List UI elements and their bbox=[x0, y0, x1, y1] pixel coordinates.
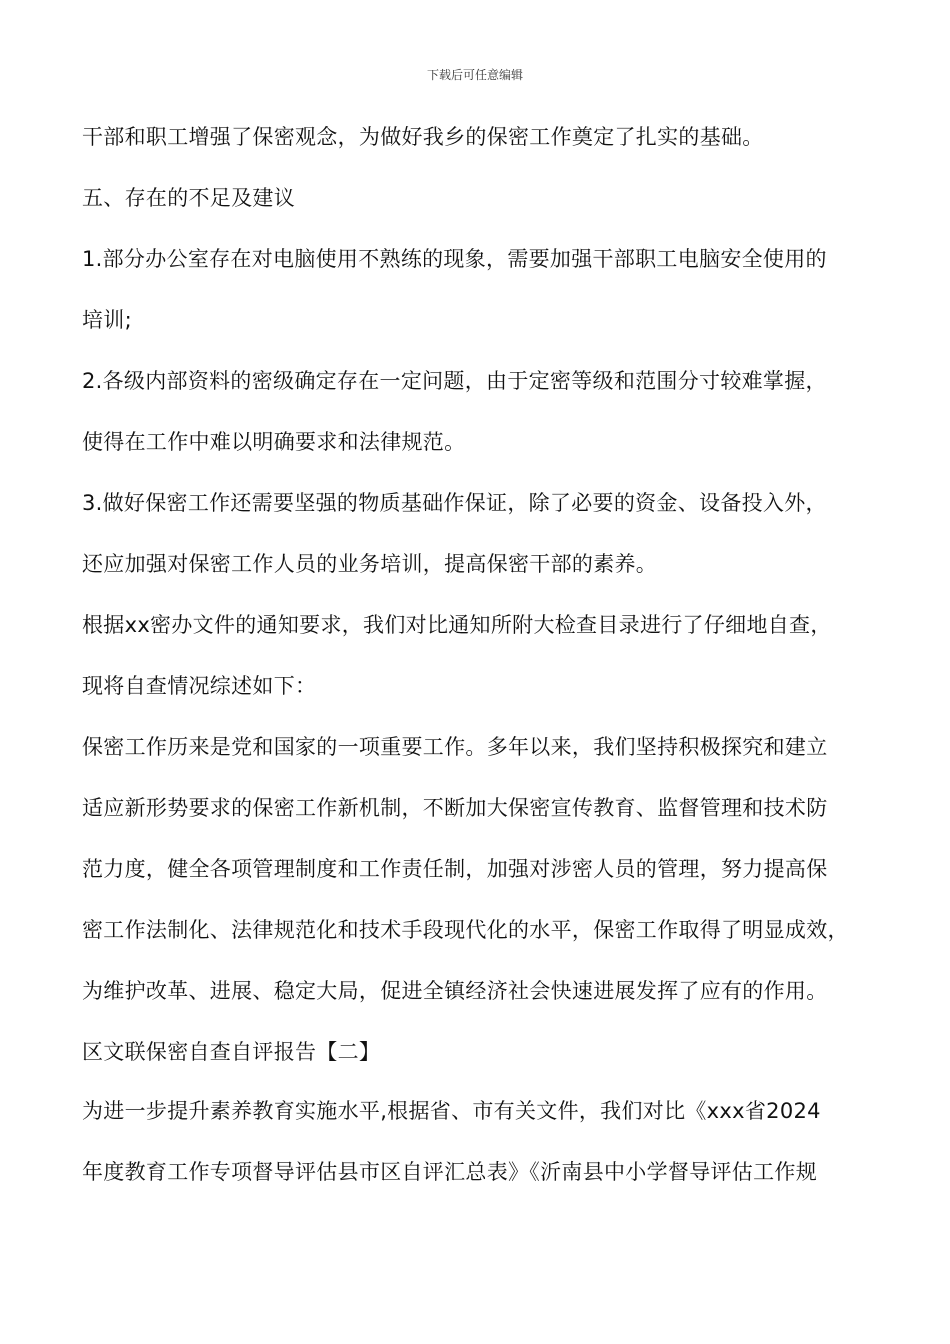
body-line: 年度教育工作专项督导评估县市区自评汇总表》《沂南县中小学督导评估工作规 bbox=[82, 1160, 817, 1184]
body-line: 干部和职工增强了保密观念，为做好我乡的保密工作奠定了扎实的基础。 bbox=[82, 125, 764, 149]
body-line: 保密工作历来是党和国家的一项重要工作。多年以来，我们坚持积极探究和建立 bbox=[82, 735, 828, 759]
body-line: 为进一步提升素养教育实施水平,根据省、市有关文件，我们对比《xxx省2024 bbox=[82, 1099, 821, 1123]
body-line: 1.部分办公室存在对电脑使用不熟练的现象，需要加强干部职工电脑安全使用的 bbox=[82, 247, 827, 271]
body-line: 培训; bbox=[82, 308, 132, 332]
section-heading: 五、存在的不足及建议 bbox=[82, 186, 295, 210]
section-title: 区文联保密自查自评报告【二】 bbox=[82, 1040, 381, 1064]
body-line: 根据xx密办文件的通知要求，我们对比通知所附大检查目录进行了仔细地自查， bbox=[82, 613, 832, 637]
body-line: 为维护改革、进展、稳定大局，促进全镇经济社会快速进展发挥了应有的作用。 bbox=[82, 979, 828, 1003]
body-line: 适应新形势要求的保密工作新机制，不断加大保密宣传教育、监督管理和技术防 bbox=[82, 796, 828, 820]
body-line: 范力度，健全各项管理制度和工作责任制，加强对涉密人员的管理，努力提高保 bbox=[82, 857, 828, 881]
body-line: 使得在工作中难以明确要求和法律规范。 bbox=[82, 430, 466, 454]
page-header: 下载后可任意编辑 bbox=[426, 68, 523, 82]
body-line: 还应加强对保密工作人员的业务培训，提高保密干部的素养。 bbox=[82, 552, 658, 576]
body-line: 密工作法制化、法律规范化和技术手段现代化的水平，保密工作取得了明显成效， bbox=[82, 918, 849, 942]
body-line: 现将自查情况综述如下： bbox=[82, 674, 317, 698]
document-body bbox=[82, 115, 882, 1211]
body-line: 3.做好保密工作还需要坚强的物质基础作保证，除了必要的资金、设备投入外， bbox=[82, 491, 827, 515]
body-line: 2.各级内部资料的密级确定存在一定问题，由于定密等级和范围分寸较难掌握， bbox=[82, 369, 827, 393]
